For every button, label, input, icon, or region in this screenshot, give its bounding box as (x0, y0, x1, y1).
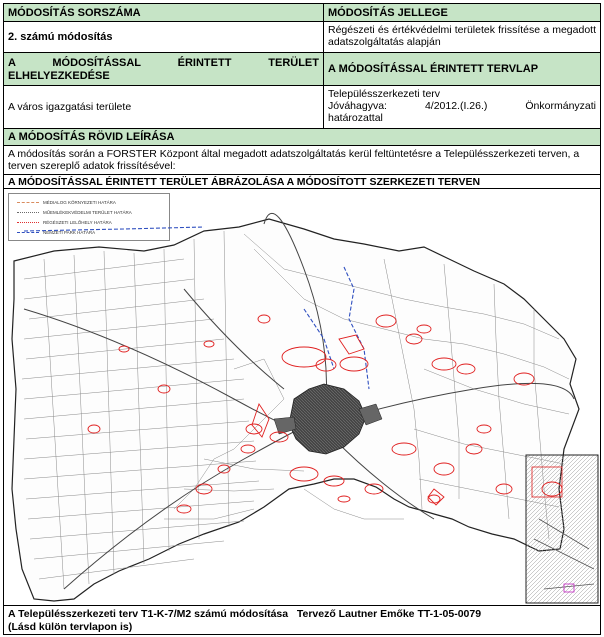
header-row-3 (3, 52, 601, 86)
affected-area: A város igazgatási területe (3, 85, 324, 129)
modification-type: Régészeti és értékvédelmi területek frissítése a megadott adatszolgáltatás alapján (323, 21, 601, 53)
legend-label: RÉGÉSZETI LELŐHELY HATÁRA (43, 220, 112, 225)
header-row-1 (3, 3, 601, 22)
modification-sheet (3, 3, 601, 635)
modification-number-header: MÓDOSÍTÁS SORSZÁMA (3, 3, 324, 22)
map-header: A MÓDOSÍTÁSSAL ÉRINTETT TERÜLET ÁBRÁZOLÁSA A MÓDOSÍTOTT SZERKEZETI TERVEN (3, 174, 601, 189)
affected-plan-cell (323, 85, 601, 129)
affected-area-header-cell (3, 52, 324, 86)
structure-plan-map (4, 189, 600, 605)
legend-label: MÉDIALOG KÖRNYEZETI HATÁRA (43, 200, 116, 205)
map-panel (3, 188, 601, 606)
footer-row (3, 605, 601, 635)
legend-label: NEMZETI PARK HATÁRA (43, 230, 96, 235)
value-row-4 (3, 85, 601, 129)
legend-label: MŰEMLÉKEKVÉDELMI TERÜLET HATÁRA (43, 210, 132, 215)
inset-map (526, 455, 598, 603)
footer-line1: A Településszerkezeti terv T1-K-7/M2 számú módosítása Tervező Lautner Emőke TT-1-05-0079 (8, 608, 482, 620)
footer-cell (3, 605, 601, 635)
map-header-row (3, 174, 601, 189)
value-row-2 (3, 21, 601, 53)
modification-type-header: MÓDOSÍTÁS JELLEGE (323, 3, 601, 22)
affected-plan-header: A MÓDOSÍTÁSSAL ÉRINTETT TERVLAP (323, 52, 601, 86)
affected-plan-line1: Településszerkezeti terv (328, 88, 441, 100)
affected-area-header: A MÓDOSÍTÁSSAL ÉRINTETT TERÜLET ELHELYEZKEDÉSE (8, 57, 319, 82)
affected-plan-line2: Jóváhagyva: 4/2012.(I.26.) Önkormányzati (328, 100, 596, 112)
short-description-header: A MÓDOSÍTÁS RÖVID LEÍRÁSA (3, 128, 601, 146)
modification-number: 2. számú módosítás (3, 21, 324, 53)
affected-plan-line3: határozattal (328, 112, 383, 124)
map-row (3, 188, 601, 606)
short-description-text: A módosítás során a FORSTER Központ által megadott adatszolgáltatás kerül feltüntetésre a Településszerkezeti terven, a terven szereplő adatok frissítésével: (3, 145, 601, 175)
short-description-row (3, 145, 601, 175)
short-description-header-row (3, 128, 601, 146)
footer-line2: (Lásd külön tervlapon is) (8, 621, 133, 633)
